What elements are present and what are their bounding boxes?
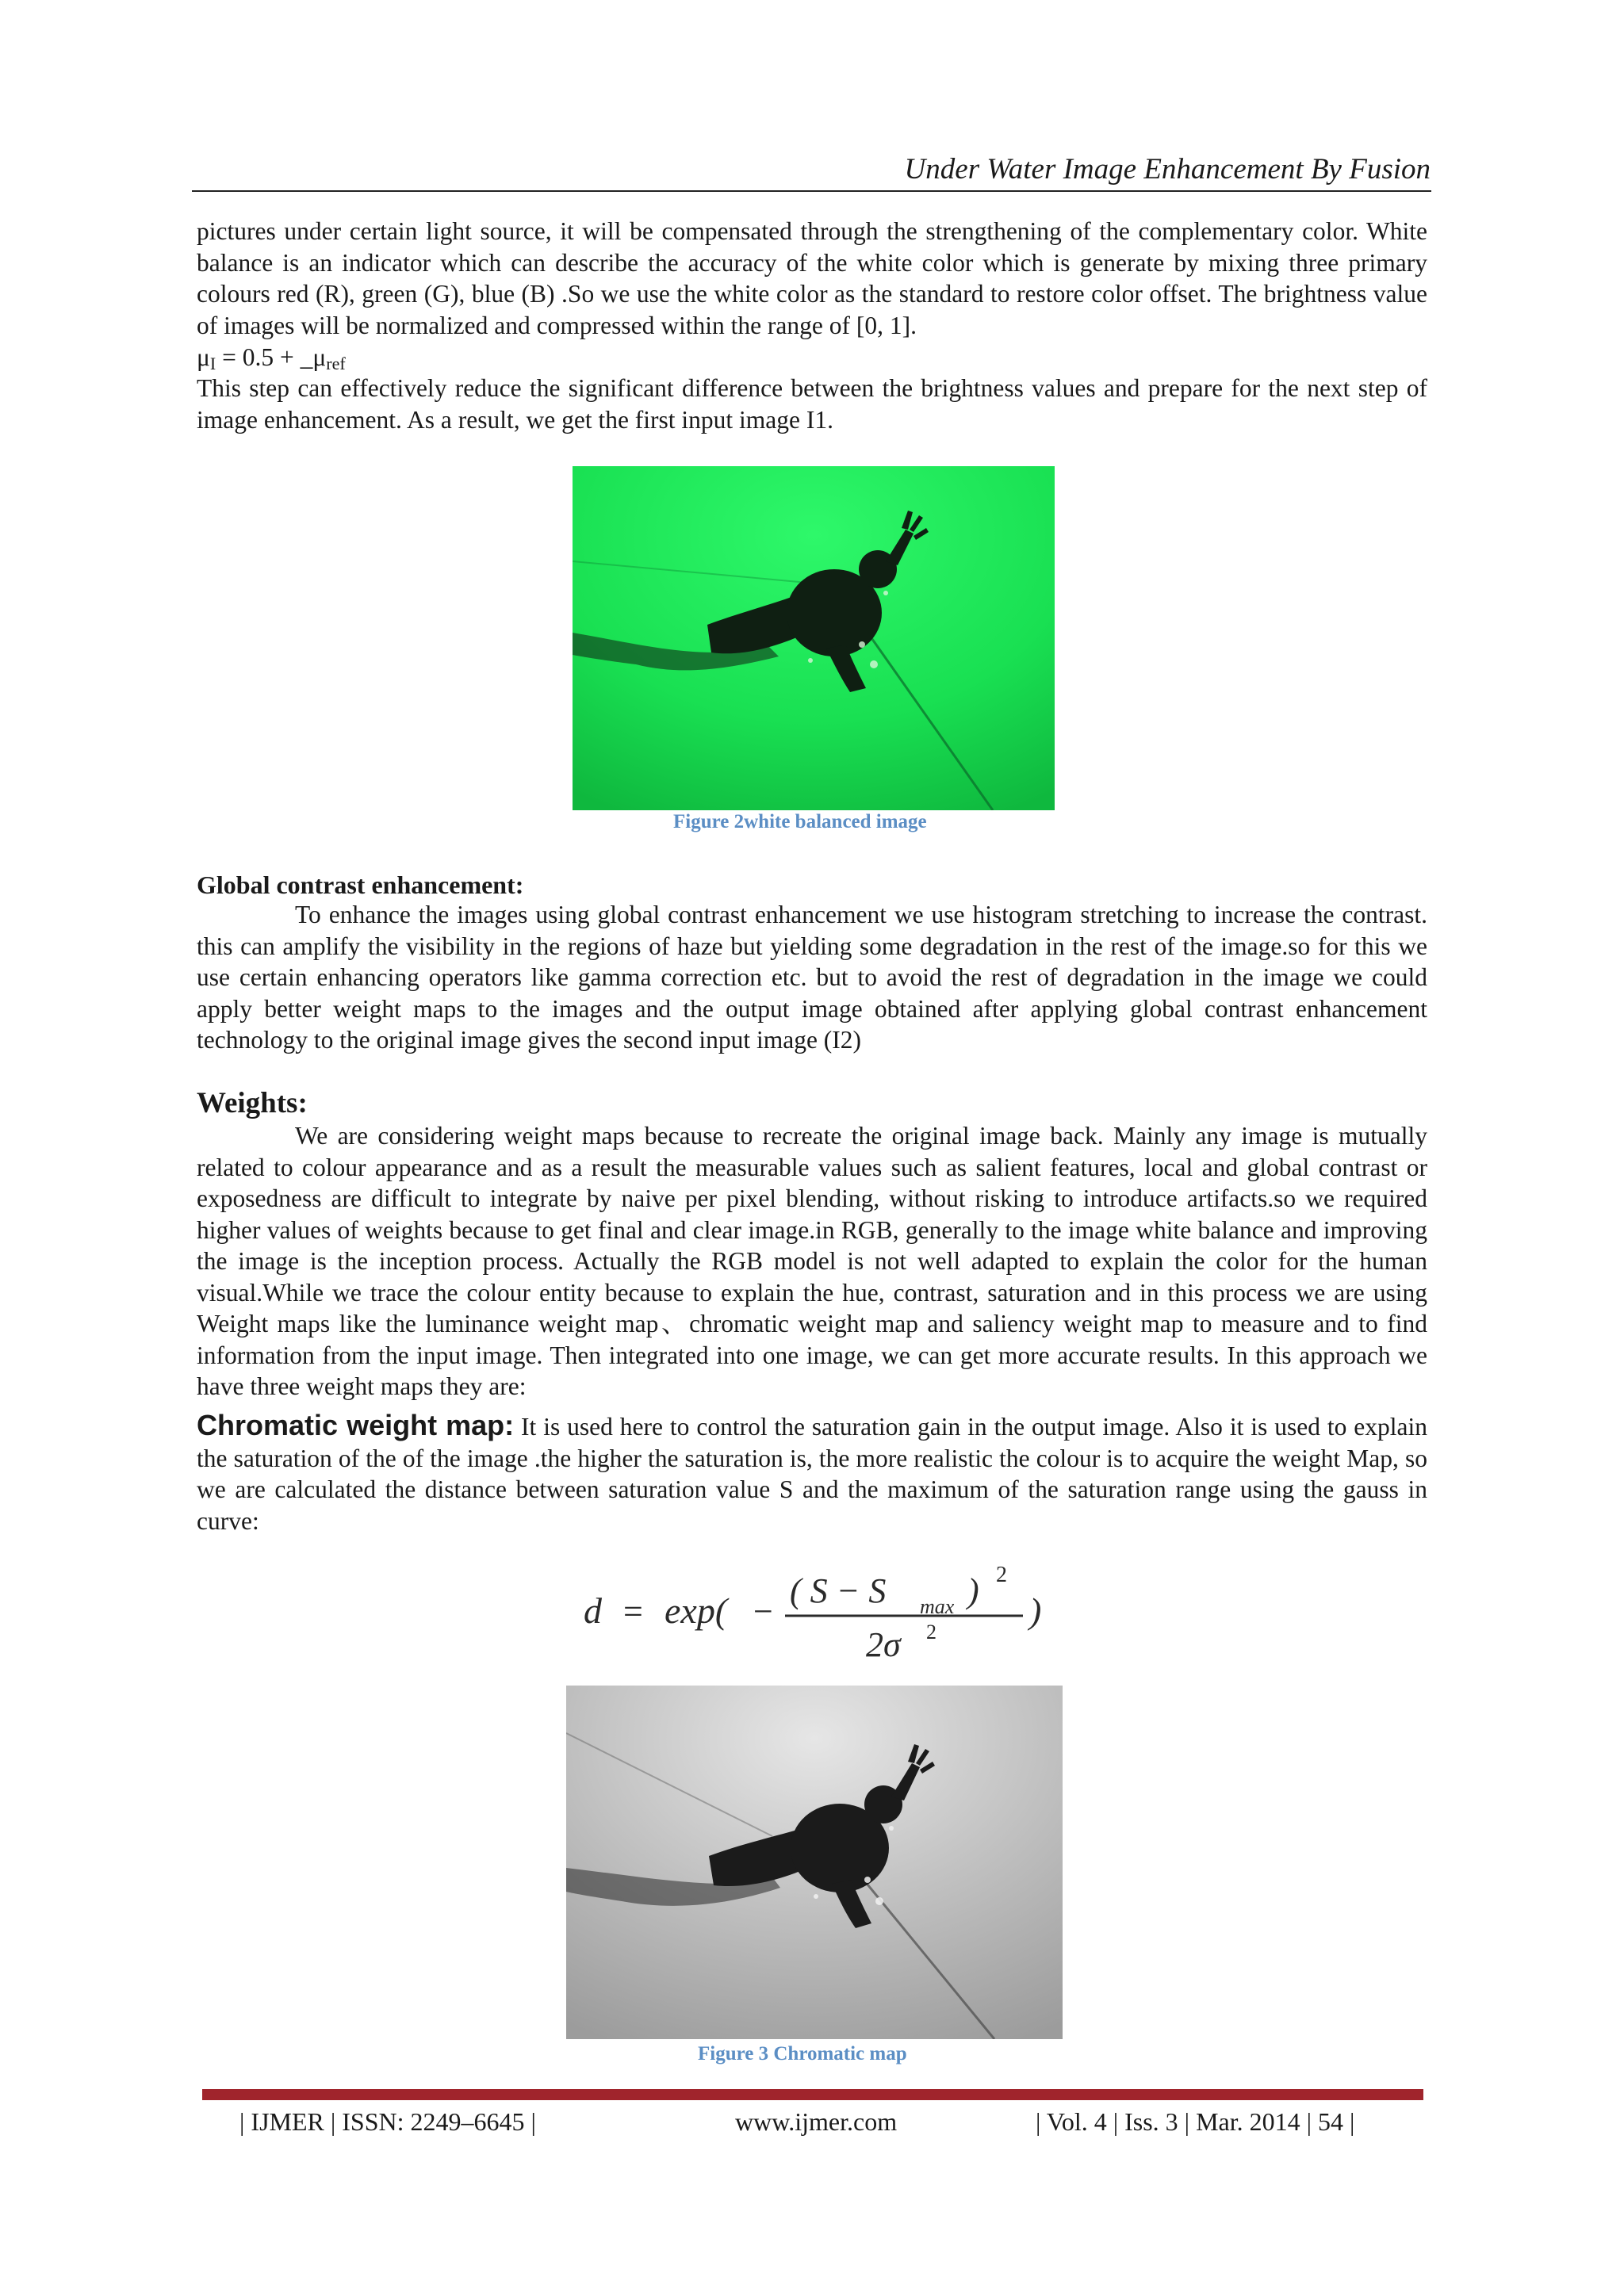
formula-mu-symbol: μ (197, 343, 210, 371)
weights-heading: Weights: (197, 1087, 308, 1119)
eq-close: ) (1029, 1590, 1042, 1631)
figure-3-caption: Figure 3 Chromatic map (698, 2043, 907, 2064)
figure-3-image (566, 1686, 1063, 2039)
footer-journal: | IJMER | ISSN: 2249–6645 | (239, 2107, 536, 2136)
footer-website[interactable]: www.ijmer.com (735, 2107, 898, 2136)
global-contrast-heading: Global contrast enhancement: (197, 871, 524, 899)
chromatic-text: It is used here to control the saturation gain in the output image. Also it is used to explain the saturation of the of the image .the higher the saturation is, the more realistic the colour is to acquire the weight Map, so we are calculated the distance between saturation value S and the maximum of the saturation range using the gauss in curve: (197, 1413, 1427, 1535)
formula-mu-rhs: = 0.5 + _μ (216, 343, 327, 371)
eq-func: exp( (665, 1590, 728, 1631)
global-contrast-paragraph: To enhance the images using global contrast enhancement we use histogram stretching to increase the contrast. this can amplify the visibility in the regions of haze but yielding some degradation in the rest of the image.so for this we use certain enhancing operators like gamma correction etc. but to avoid the rest of degradation in the image we could apply better weight maps to the images and the output image obtained after applying global contrast enhancement technology to the original image gives the second input image (I2) (197, 901, 1427, 1054)
eq-denominator-exp: 2 (926, 1621, 936, 1644)
formula-ref-subscript: ref (326, 354, 346, 373)
chromatic-heading-colon: : (504, 1409, 515, 1441)
eq-numerator-exp: 2 (996, 1563, 1007, 1587)
chromatic-paragraph (197, 1410, 1427, 1536)
chromatic-equation (571, 1558, 1063, 1669)
eq-numerator-sub: max (920, 1595, 955, 1618)
eq-minus: − (753, 1592, 773, 1631)
chromatic-map-diver-illustration (566, 1686, 1063, 2039)
header-rule (192, 190, 1431, 192)
chromatic-heading: Chromatic weight map (197, 1409, 505, 1441)
running-header: Under Water Image Enhancement By Fusion (904, 153, 1431, 186)
eq-lhs: d (584, 1590, 602, 1631)
intro-paragraph-1: pictures under certain light source, it will be compensated through the strengthening of the complementary color. White balance is an indicator which can describe the accuracy of the white color which is generate by mixing three primary colours red (R), green (G), blue (B) .So we use the white color as the standard to restore color offset. The brightness value of images will be normalized and compressed within the range of [0, 1]. (197, 217, 1427, 339)
eq-numerator: ( S − S (790, 1571, 887, 1610)
footer-rule (202, 2089, 1423, 2100)
eq-denominator: 2σ (866, 1625, 901, 1664)
intro-paragraph-2: This step can effectively reduce the significant difference between the brightness values and prepare for the next step of image enhancement. As a result, we get the first input image I1. (197, 374, 1427, 434)
weights-paragraph: We are considering weight maps because to recreate the original image back. Mainly any image is mutually related to colour appearance and as a result the measurable values such as salient features, local and global contrast or exposedness are difficult to integrate by naive per pixel blending, without risking to introduce artifacts.so we required higher values of weights because to get final and clear image.in RGB, generally to the image white balance and improving the image is the inception process. Actually the RGB model is not well adapted to explain the color for the human visual.While we trace the colour entity because to explain the hue, contrast, saturation and in this process we are using Weight maps like the luminance weight map、chromatic weight map and saliency weight map to measure and to find information from the input image. Then integrated into one image, we can get more accurate results. In this approach we have three weight maps they are: (197, 1122, 1427, 1400)
footer-volume-page: | Vol. 4 | Iss. 3 | Mar. 2014 | 54 | (1036, 2107, 1355, 2136)
white-balanced-diver-illustration (573, 466, 1055, 810)
figure-2-caption: Figure 2white balanced image (673, 811, 927, 832)
eq-equals: = (623, 1592, 643, 1631)
eq-numerator-close: ) (967, 1571, 979, 1610)
figure-2-image (573, 466, 1055, 810)
formula-mu-subscript: I (209, 354, 216, 373)
